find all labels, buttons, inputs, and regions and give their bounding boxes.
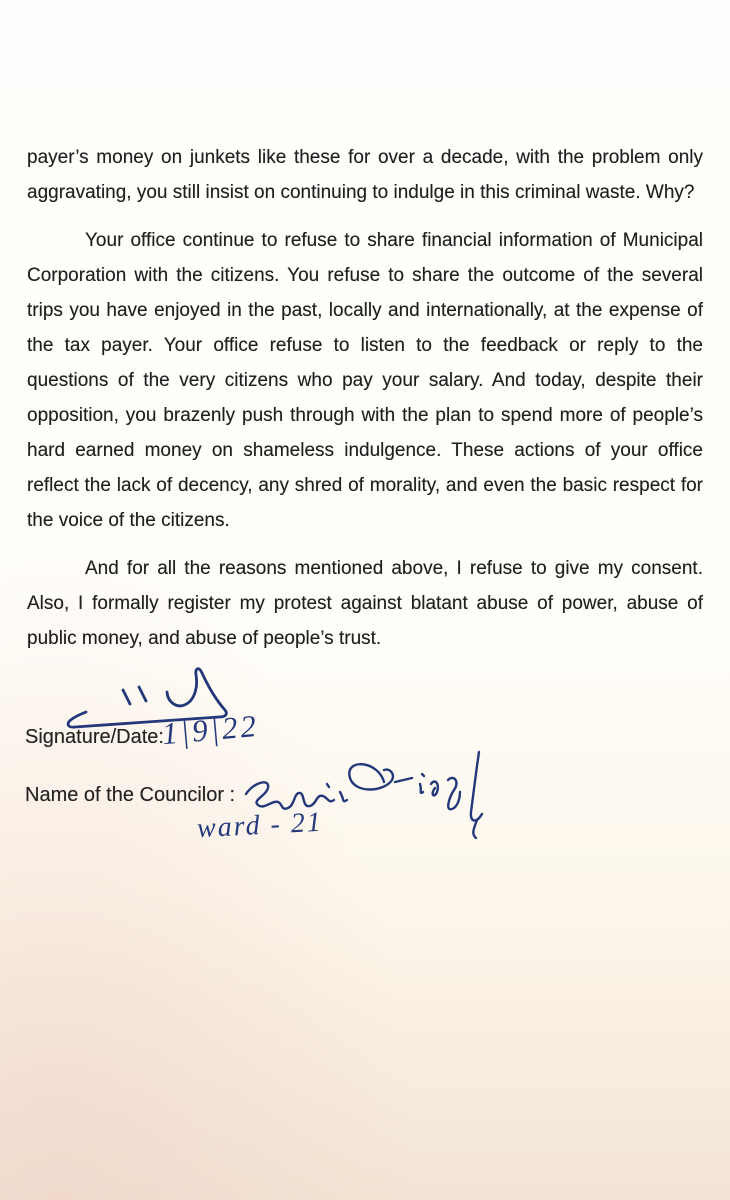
councilor-name-label: Name of the Councilor : — [25, 784, 236, 806]
handwritten-date: 1|9|22 — [160, 707, 261, 752]
letter-body — [27, 0, 703, 669]
handwritten-ward-number: ward - 21 — [196, 806, 324, 845]
letter-paragraph: Your office continue to refuse to share financial information of Municipal Corporation with the citizens. You refuse to share the outcome of the several trips you have enjoyed in the past, locally and internationally, at the expense of the tax payer. Your office refuse to listen to the feedback or reply to the questions of the very citizens who pay your salary. And today, despite their opposition, you brazenly push through with the plan to spend more of people’s hard earned money on shameless indulgence. These actions of your office reflect the lack of decency, any shred of morality, and even the basic respect for the voice of the citizens. — [27, 230, 703, 531]
letter-paragraph: And for all the reasons mentioned above, I refuse to give my consent. Also, I formally register my protest against blatant abuse of power, abuse of public money, and abuse of people’s trust. — [27, 558, 703, 649]
letter-paragraph: payer’s money on junkets like these for over a decade, with the problem only aggravating, you still insist on continuing to indulge in this criminal waste. Why? — [27, 147, 703, 203]
signature-date-label: Signature/Date: — [25, 726, 164, 748]
